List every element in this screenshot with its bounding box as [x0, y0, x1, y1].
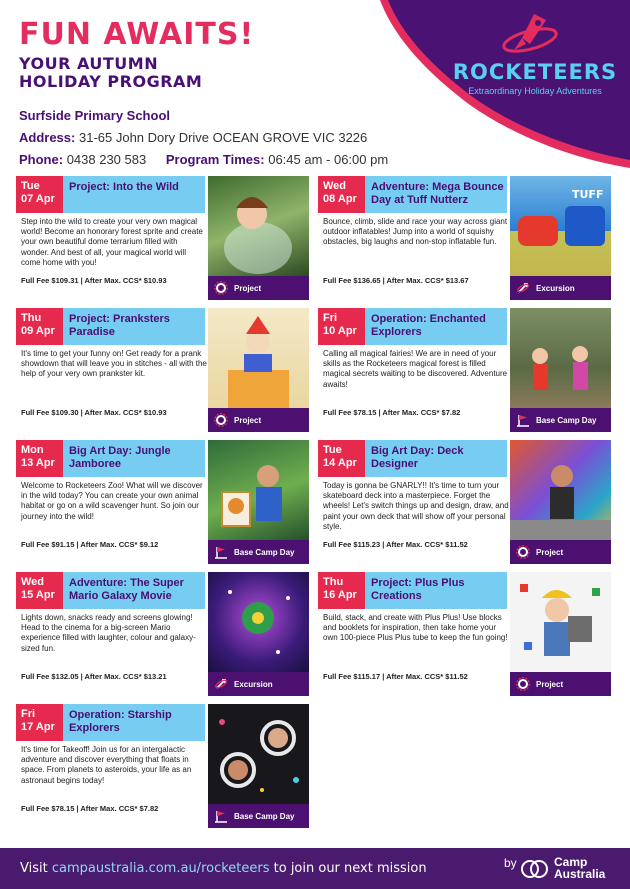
category-badge: [510, 540, 611, 564]
footer-visit: [20, 861, 427, 876]
day-name: Thu: [323, 576, 344, 588]
date-box: [16, 572, 63, 609]
day-card: [318, 308, 610, 432]
day-date: 15 Apr: [21, 589, 55, 601]
phone-label: Phone:: [19, 152, 64, 167]
activity-fee: Full Fee $109.31 | After Max. CCS* $10.93: [21, 276, 167, 285]
footer: [0, 848, 630, 889]
activity-title: Big Art Day: Deck Designer: [365, 440, 507, 477]
gear-icon: [516, 545, 530, 559]
day-card: [318, 572, 610, 696]
date-box: [16, 704, 63, 741]
day-name: Tue: [323, 444, 342, 456]
subheadline-2: HOLIDAY PROGRAM: [19, 72, 203, 91]
activity-title: Project: Plus Plus Creations: [365, 572, 507, 609]
activity-fee: Full Fee $78.15 | After Max. CCS* $7.82: [323, 408, 461, 417]
date-box: [16, 440, 63, 477]
date-box: [318, 440, 365, 477]
rocket-logo-icon: [500, 10, 566, 58]
day-date: 10 Apr: [323, 325, 357, 337]
activity-title: Operation: Starship Explorers: [63, 704, 205, 741]
activity-photo: [510, 572, 611, 672]
category-label: Excursion: [536, 283, 575, 293]
category-label: Base Camp Day: [234, 547, 295, 557]
gear-icon: [516, 677, 530, 691]
flag-icon: [516, 413, 530, 427]
day-date: 07 Apr: [21, 193, 55, 205]
camp-australia-logo-icon: [520, 858, 550, 880]
activity-photo: [208, 704, 309, 804]
category-badge: [208, 672, 309, 696]
activity-photo: [208, 440, 309, 540]
date-box: [318, 176, 365, 213]
phone-line: [19, 152, 388, 167]
activity-description: It's time for Takeoff! Join us for an intergalactic adventure and discover everything that floats in space. From planets to asteroids, your life as an astronaut begins today!: [21, 745, 192, 785]
category-badge: [510, 408, 611, 432]
activity-title: Adventure: Mega Bounce Day at Tuff Nutterz: [365, 176, 507, 213]
brand-tagline: Extraordinary Holiday Adventures: [468, 86, 602, 96]
gear-icon: [214, 413, 228, 427]
day-date: 08 Apr: [323, 193, 357, 205]
activity-photo: [510, 308, 611, 408]
svg-text:TUFF: TUFF: [572, 188, 604, 201]
activity-description: Calling all magical fairies! We are in need of your skills as the Rocketeers magical forest is filled magical secrets waiting to be discovered. Adventure awaits!: [323, 349, 508, 389]
visit-prefix: Visit: [20, 861, 52, 876]
activity-title: Operation: Enchanted Explorers: [365, 308, 507, 345]
category-label: Excursion: [234, 679, 273, 689]
day-name: Mon: [21, 444, 44, 456]
day-name: Wed: [323, 180, 347, 192]
day-date: 16 Apr: [323, 589, 357, 601]
activity-photo: [208, 308, 309, 408]
activity-description: Today is gonna be GNARLY!! It's time to turn your skateboard deck into a masterpiece. Forget the wheels! Let's switch things up and design, draw, and paint your own deck that will show off your personal style.: [323, 481, 509, 531]
activity-fee: Full Fee $109.30 | After Max. CCS* $10.93: [21, 408, 167, 417]
day-date: 09 Apr: [21, 325, 55, 337]
day-card: [16, 704, 308, 828]
category-label: Project: [536, 547, 564, 557]
date-box: [318, 572, 365, 609]
activity-fee: Full Fee $136.65 | After Max. CCS* $13.67: [323, 276, 469, 285]
school-name: Surfside Primary School: [19, 108, 170, 123]
activity-fee: Full Fee $115.23 | After Max. CCS* $11.52: [323, 540, 468, 549]
camp-australia-wordmark: [554, 856, 605, 880]
day-date: 13 Apr: [21, 457, 55, 469]
category-badge: [208, 804, 309, 828]
activity-description: Bounce, climb, slide and race your way across giant outdoor inflatables! Jump into a world of squishy obstacles, big laughs and non-stop inflatable fun.: [323, 217, 508, 247]
day-card: [318, 176, 610, 300]
day-name: Tue: [21, 180, 40, 192]
date-box: [16, 308, 63, 345]
brand: [440, 60, 630, 96]
activity-description: Build, stack, and create with Plus Plus! Use blocks and booklets for inspiration, then take home your own 100-piece Plus Plus tube to keep the fun going!: [323, 613, 508, 643]
category-label: Project: [536, 679, 564, 689]
gear-icon: [214, 281, 228, 295]
date-box: [16, 176, 63, 213]
footer-url-link[interactable]: campaustralia.com.au/rocketeers: [51, 861, 270, 876]
flag-icon: [214, 545, 228, 559]
phone-value: 0438 230 583: [66, 152, 147, 167]
by-label: by: [504, 856, 517, 870]
day-name: Thu: [21, 312, 42, 324]
day-card: [16, 440, 308, 564]
activity-photo: [208, 176, 309, 276]
activity-title: Project: Into the Wild: [63, 176, 205, 213]
activity-photo: [510, 440, 611, 540]
category-badge: [208, 540, 309, 564]
times-label: Program Times:: [165, 152, 265, 167]
address-line: [19, 130, 367, 145]
activity-description: Lights down, snacks ready and screens glowing! Head to the cinema for a big-screen Mario experience filled with laughter, colour and galaxy-sized fun.: [21, 613, 196, 653]
subheadline-1: YOUR AUTUMN: [19, 54, 159, 73]
day-card: [16, 176, 308, 300]
headline: FUN AWAITS!: [19, 17, 255, 52]
date-box: [318, 308, 365, 345]
activity-title: Adventure: The Super Mario Galaxy Movie: [63, 572, 205, 609]
activity-photo: [208, 572, 309, 672]
category-label: Project: [234, 283, 262, 293]
camp-label: Camp: [554, 855, 588, 869]
visit-suffix: to join our next mission: [269, 861, 427, 876]
category-label: Project: [234, 415, 262, 425]
category-label: Base Camp Day: [234, 811, 295, 821]
category-label: Base Camp Day: [536, 415, 597, 425]
activity-fee: Full Fee $132.05 | After Max. CCS* $13.21: [21, 672, 167, 681]
rocket-icon: [516, 281, 530, 295]
times-value: 06:45 am - 06:00 pm: [268, 152, 389, 167]
address-value: 31-65 John Dory Drive OCEAN GROVE VIC 3226: [78, 130, 368, 145]
day-name: Fri: [21, 708, 36, 720]
activity-description: Welcome to Rocketeers Zoo! What will we discover in the wild today? You can create your own animal habitat or go on a wild scavenger hunt. So join our journey into the wild!: [21, 481, 203, 521]
address-label: Address:: [19, 130, 76, 145]
day-name: Wed: [21, 576, 45, 588]
category-badge: [208, 408, 309, 432]
flag-icon: [214, 809, 228, 823]
day-date: 14 Apr: [323, 457, 357, 469]
activity-fee: Full Fee $91.15 | After Max. CCS* $9.12: [21, 540, 159, 549]
activity-title: Big Art Day: Jungle Jamboree: [63, 440, 205, 477]
brand-name: ROCKETEERS: [452, 60, 618, 84]
category-badge: [510, 276, 611, 300]
category-badge: [510, 672, 611, 696]
activity-description: It's time to get your funny on! Get ready for a prank showdown that will leave you in stitches - all with the help of your very own prankster kit.: [21, 349, 207, 379]
activity-fee: Full Fee $78.15 | After Max. CCS* $7.82: [21, 804, 159, 813]
activity-photo: [510, 176, 611, 276]
category-badge: [208, 276, 309, 300]
day-card: [16, 308, 308, 432]
day-card: [318, 440, 610, 564]
rocket-icon: [214, 677, 228, 691]
day-card: [16, 572, 308, 696]
activity-fee: Full Fee $115.17 | After Max. CCS* $11.52: [323, 672, 468, 681]
day-name: Fri: [323, 312, 338, 324]
australia-label: Australia: [554, 867, 606, 881]
activity-title: Project: Pranksters Paradise: [63, 308, 205, 345]
activity-description: Step into the wild to create your very own magical world! Become an honorary forest sprite and create your own beautiful dome terrarium filled with wonder. And best of all, your magical world will come home with you!: [21, 217, 203, 267]
day-date: 17 Apr: [21, 721, 55, 733]
headline-block: [19, 18, 254, 91]
